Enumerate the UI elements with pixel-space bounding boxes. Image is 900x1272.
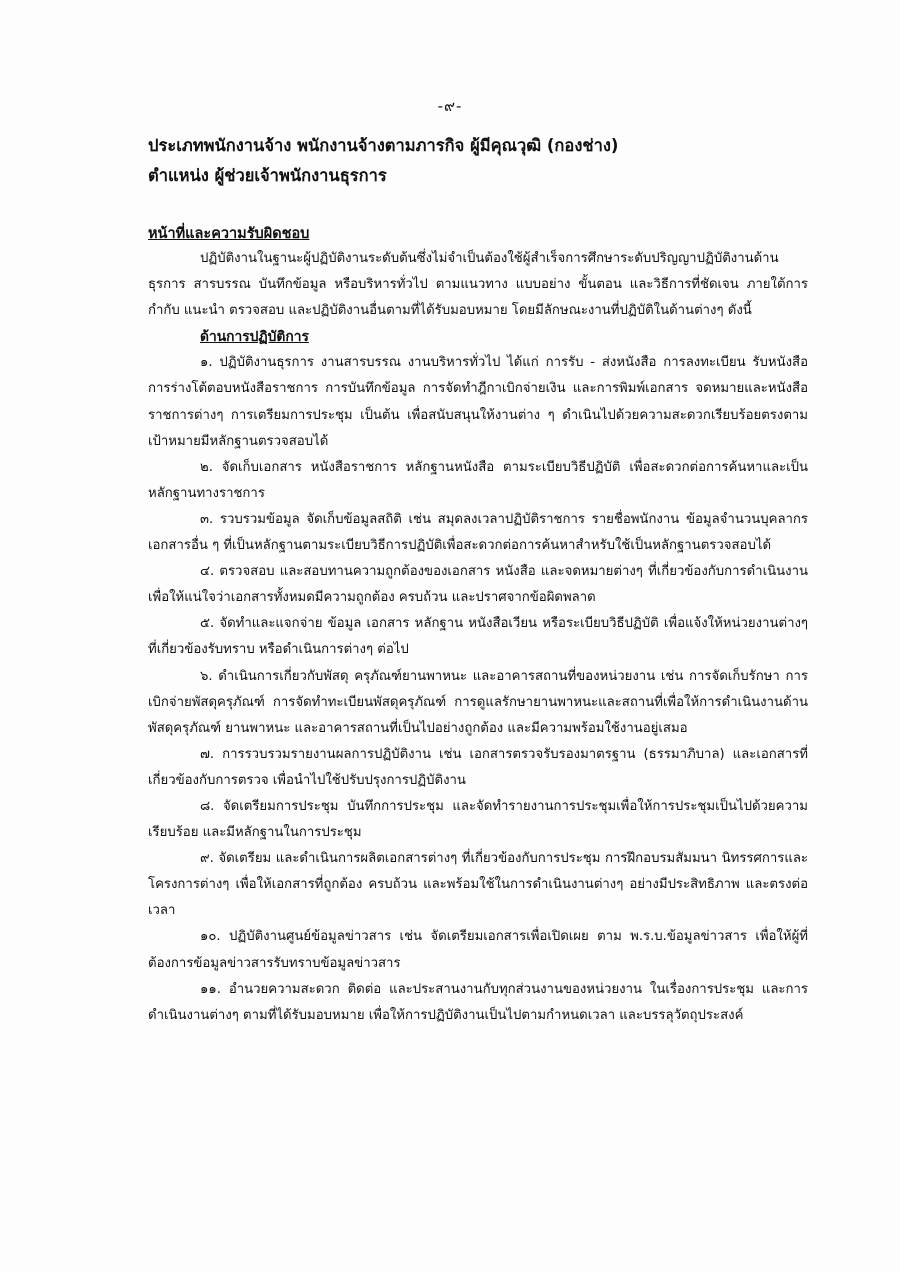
duty-item-10: ๑๐. ปฏิบัติงานศูนย์ข้อมูลข่าวสาร เช่น จัดเตรียมเอกสารเพื่อเปิดเผย ตาม พ.ร.บ.ข้อมูลข่าวสาร เพื่อให้ผู้ที่ต้องการข้อมูลข่าวสารรับทราบข้อมูลข่าวสาร bbox=[148, 929, 808, 971]
page-number: -๙- bbox=[437, 97, 463, 115]
duty-item-5: ๕. จัดทำและแจกจ่าย ข้อมูล เอกสาร หลักฐาน หนังสือเวียน หรือระเบียบวิธีปฏิบัติ เพื่อแจ้งให้หน่วยงานต่างๆ ที่เกี่ยวข้องรับทราบ หรือดำเนินการต่างๆ ต่อไป bbox=[148, 616, 808, 658]
intro-paragraph: ปฏิบัติงานในฐานะผู้ปฏิบัติงานระดับต้นซึ่งไม่จำเป็นต้องใช้ผู้สำเร็จการศึกษาระดับปริญญาปฏิบัติงานด้านธุรการ สารบรรณ บันทึกข้อมูล หรือบริหารทั่วไป ตามแนวทาง แบบอย่าง ขั้นตอน และวิธีการที่ชัดเจน ภายใต้การกำกับ แนะนำ ตรวจสอบ และปฏิบัติงานอื่นตามที่ได้รับมอบหมาย โดยมีลักษณะงานที่ปฏิบัติในด้านต่างๆ ดังนี้ bbox=[148, 251, 808, 319]
section-heading-duties: หน้าที่และความรับผิดชอบ bbox=[148, 226, 310, 242]
document-body bbox=[148, 246, 808, 1029]
duty-item-6: ๖. ดำเนินการเกี่ยวกับพัสดุ ครุภัณฑ์ยานพาหนะ และอาคารสถานที่ของหน่วยงาน เช่น การจัดเก็บรักษา การเบิกจ่ายพัสดุครุภัณฑ์ การจัดทำทะเบียนพัสดุครุภัณฑ์ การดูแลรักษายานพาหนะและสถานที่เพื่อให้การดำเนินงานด้านพัสดุครุภัณฑ์ ยานพาหนะ และอาคารสถานที่เป็นไปอย่างถูกต้อง และมีความพร้อมใช้งานอยู่เสมอ bbox=[148, 668, 808, 736]
duty-item-11: ๑๑. อำนวยความสะดวก ติดต่อ และประสานงานกับทุกส่วนงานของหน่วยงาน ในเรื่องการประชุม และการดำเนินงานต่างๆ ตามที่ได้รับมอบหมาย เพื่อให้การปฏิบัติงานเป็นไปตามกำหนดเวลา และบรรลุวัตถุประสงค์ bbox=[148, 981, 808, 1023]
title-employee-type: ประเภทพนักงานจ้าง พนักงานจ้างตามภารกิจ ผู้มีคุณวุฒิ (กองช่าง) bbox=[148, 136, 619, 155]
duty-item-4: ๔. ตรวจสอบ และสอบทานความถูกต้องของเอกสาร หนังสือ และจดหมายต่างๆ ที่เกี่ยวข้องกับการดำเนินงาน เพื่อให้แน่ใจว่าเอกสารทั้งหมดมีความถูกต้อง ครบถ้วน และปราศจากข้อผิดพลาด bbox=[148, 564, 808, 606]
duty-item-1: ๑. ปฏิบัติงานธุรการ งานสารบรรณ งานบริหารทั่วไป ได้แก่ การรับ - ส่งหนังสือ การลงทะเบียน รับหนังสือ การร่างโต้ตอบหนังสือราชการ การบันทึกข้อมูล การจัดทำฎีกาเบิกจ่ายเงิน และการพิมพ์เอกสาร จดหมายและหนังสือราชการต่างๆ การเตรียมการประชุม เป็นต้น เพื่อสนับสนุนให้งานต่าง ๆ ดำเนินไปด้วยความสะดวกเรียบร้อยตรงตามเป้าหมายมีหลักฐานตรวจสอบได้ bbox=[148, 355, 808, 449]
duty-item-9: ๙. จัดเตรียม และดำเนินการผลิตเอกสารต่างๆ ที่เกี่ยวข้องกับการประชุม การฝึกอบรมสัมมนา นิทรรศการและโครงการต่างๆ เพื่อให้เอกสารที่ถูกต้อง ครบถ้วน และพร้อมใช้ในการดำเนินงานต่างๆ อย่างมีประสิทธิภาพ และตรงต่อเวลา bbox=[148, 851, 808, 919]
duty-item-7: ๗. การรวบรวมรายงานผลการปฏิบัติงาน เช่น เอกสารตรวจรับรองมาตรฐาน (ธรรมาภิบาล) และเอกสารที่เกี่ยวข้องกับการตรวจ เพื่อนำไปใช้ปรับปรุงการปฏิบัติงาน bbox=[148, 746, 808, 788]
subsection-heading-operations: ด้านการปฏิบัติการ bbox=[200, 329, 309, 346]
title-position: ตำแหน่ง ผู้ช่วยเจ้าพนักงานธุรการ bbox=[148, 166, 387, 185]
duty-item-8: ๘. จัดเตรียมการประชุม บันทึกการประชุม และจัดทำรายงานการประชุมเพื่อให้การประชุมเป็นไปด้วยความเรียบร้อย และมีหลักฐานในการประชุม bbox=[148, 798, 808, 841]
duty-item-2: ๒. จัดเก็บเอกสาร หนังสือราชการ หลักฐานหนังสือ ตามระเบียบวิธีปฏิบัติ เพื่อสะดวกต่อการค้นหาและเป็นหลักฐานทางราชการ bbox=[148, 459, 808, 501]
duty-item-3: ๓. รวบรวมข้อมูล จัดเก็บข้อมูลสถิติ เช่น สมุดลงเวลาปฏิบัติราชการ รายชื่อพนักงาน ข้อมูลจำนวนบุคลากร เอกสารอื่น ๆ ที่เป็นหลักฐานตามระเบียบวิธีการปฏิบัติเพื่อสะดวกต่อการค้นหาสำหรับใช้เป็นหลักฐานตรวจสอบได้ bbox=[148, 511, 808, 554]
